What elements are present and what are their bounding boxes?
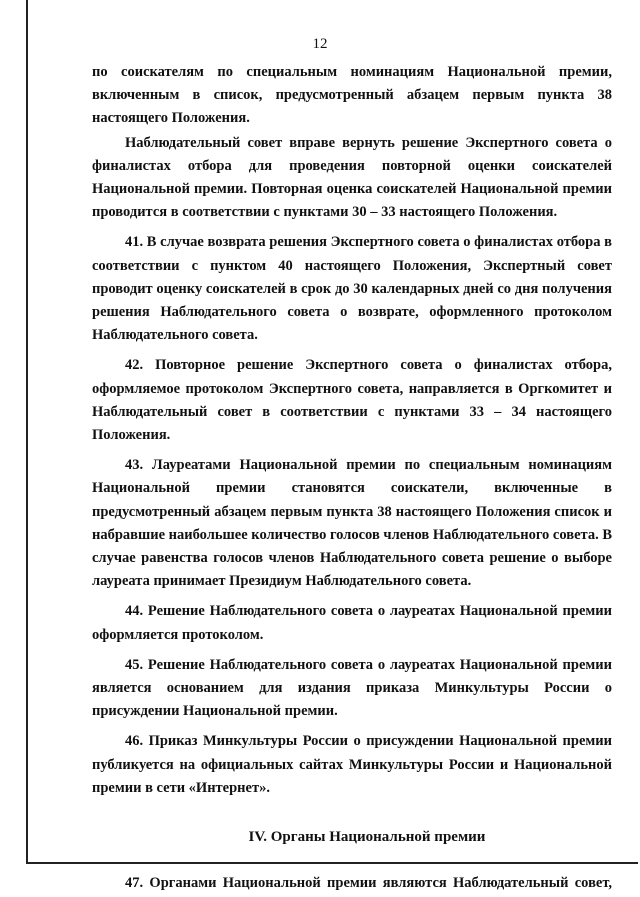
section-heading: IV. Органы Национальной премии (248, 829, 486, 846)
paragraph-43: 43. Лауреатами Национальной премии по специальным номинациям Национальной премии становятся соискатели, включенные в предусмотренный абзацем первым пункта 38 настоящего Положения список и набравшие наибольшее количество голосов членов Наблюдательного совета. В случае равенства голосов членов Наблюдательного совета решение о выборе лауреата принимает Президиум Наблюдательного совета. (92, 457, 612, 590)
paragraph-continuation: по соискателям по специальным номинациям Национальной премии, включенным в список, предусмотренный абзацем первым пункта 38 настоящего Положения. (92, 64, 612, 127)
document-body (92, 61, 612, 897)
paragraph-44: 44. Решение Наблюдательного совета о лауреатах Национальной премии оформляется протоколом. (92, 603, 612, 643)
paragraph-45: 45. Решение Наблюдательного совета о лауреатах Национальной премии является основанием для издания приказа Минкультуры России о присуждении Национальной премии. (92, 656, 612, 720)
paragraph-46: 46. Приказ Минкультуры России о присуждении Национальной премии публикуется на официальных сайтах Минкультуры России и Национальной премии в сети «Интернет». (92, 733, 612, 796)
paragraph-42: 42. Повторное решение Экспертного совета о финалистах отбора, оформляемое протоколом Экспертного совета, направляется в Оргкомитет и Наблюдательный совет в соответствии с пунктами 33 – 34 настоящего Положения. (92, 357, 612, 444)
paragraph-41: 41. В случае возврата решения Экспертного совета о финалистах отбора в соответствии с пунктом 40 настоящего Положения, Экспертный совет проводит оценку соискателей в срок до 30 календарных дней со дня получения решения Наблюдательного совета о возврате, оформленного протоколом Наблюдательного совета. (92, 234, 612, 344)
paragraph-40: Наблюдательный совет вправе вернуть решение Экспертного совета о финалистах отбора для проведения повторной оценки соискателей Национальной премии. Повторная оценка соискателей Национальной премии проводится в соответствии с пунктами 30 – 33 настоящего Положения. (92, 134, 612, 221)
page-number: 12 (312, 36, 328, 52)
paragraph-47: 47. Органами Национальной премии являются Наблюдательный совет, (125, 875, 612, 892)
